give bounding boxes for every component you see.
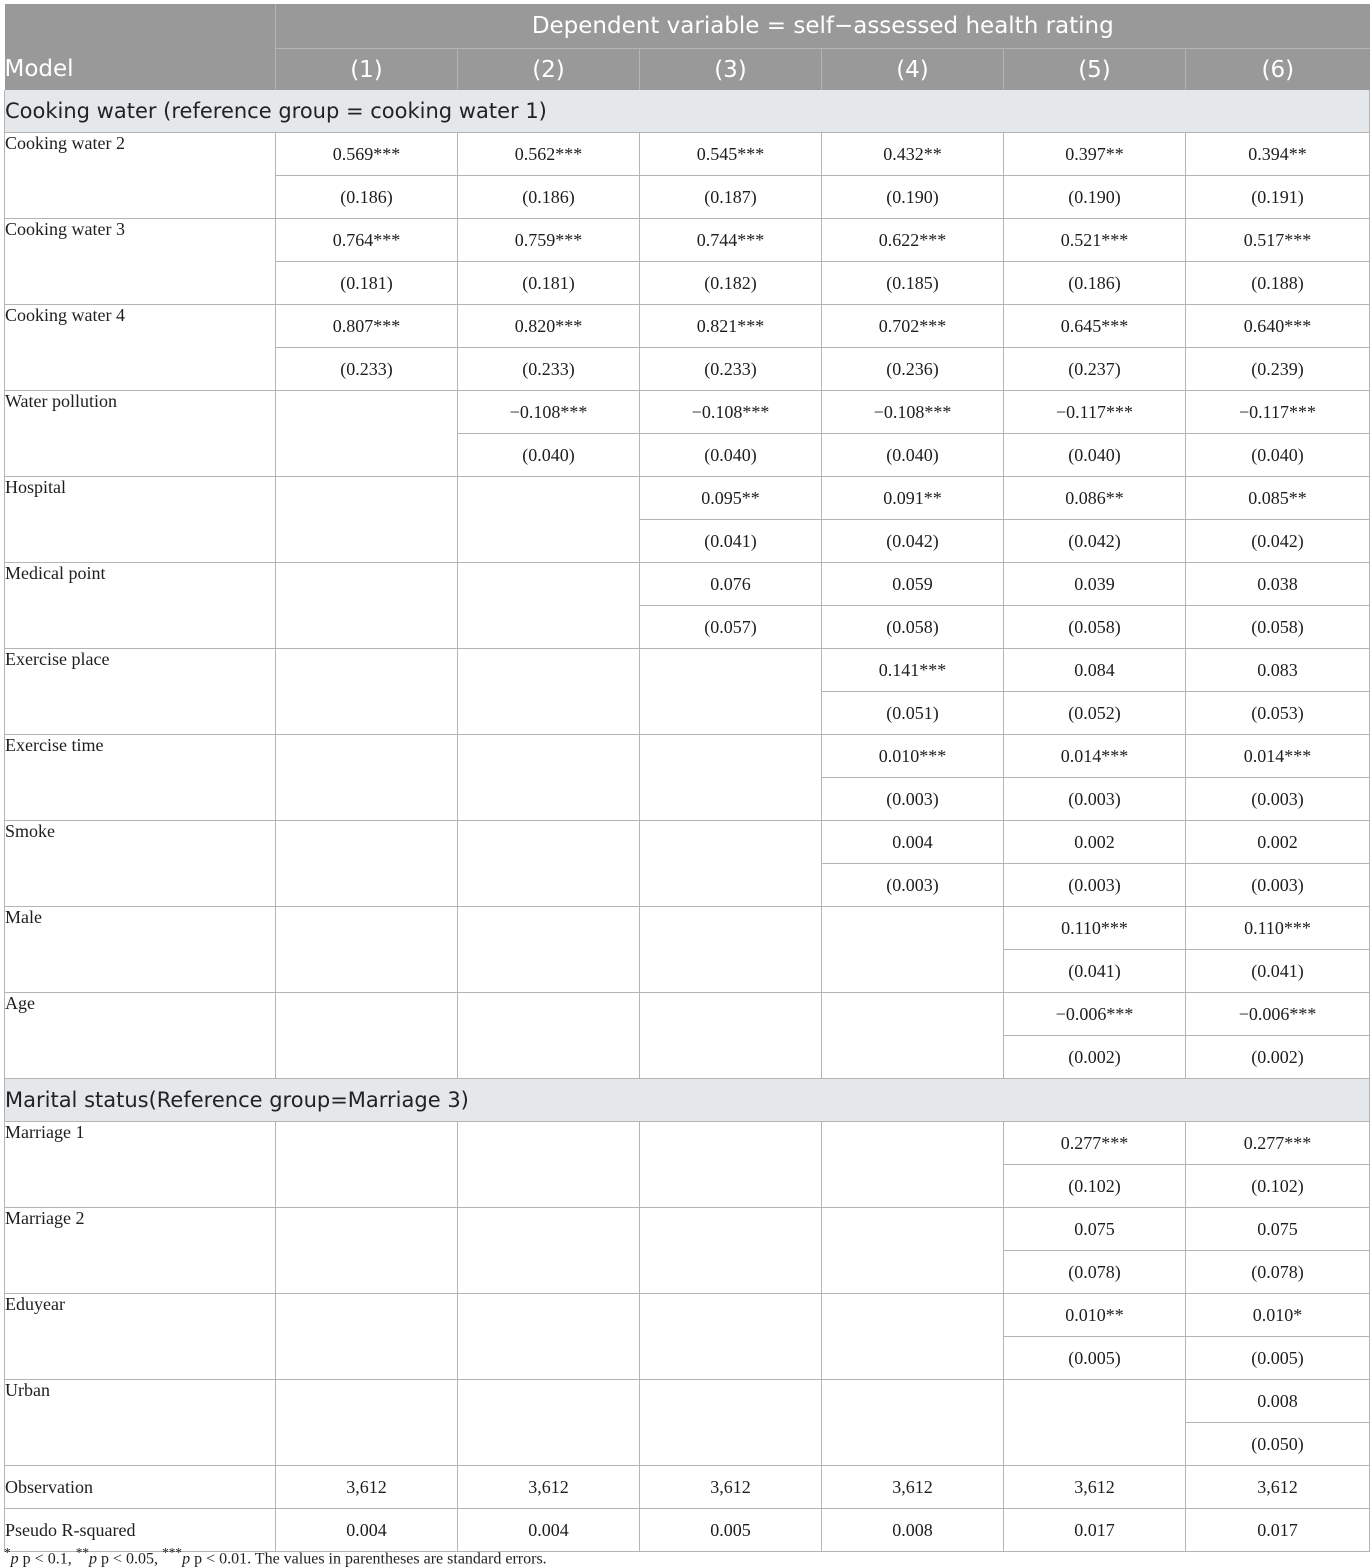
empty-cell [276, 993, 458, 1079]
table-row [5, 1122, 1370, 1165]
std-error-cell: (0.233) [276, 348, 458, 391]
coefficient-cell: 0.397** [1004, 133, 1186, 176]
std-error-cell: (0.053) [1186, 692, 1370, 735]
empty-cell [822, 907, 1004, 993]
empty-cell [276, 563, 458, 649]
variable-label: Male [5, 907, 276, 993]
std-error-cell: (0.051) [822, 692, 1004, 735]
std-error-cell: (0.058) [822, 606, 1004, 649]
coefficient-cell: 0.039 [1004, 563, 1186, 606]
coefficient-cell: 0.277*** [1004, 1122, 1186, 1165]
coefficient-cell: 0.095** [640, 477, 822, 520]
variable-label: Age [5, 993, 276, 1079]
coefficient-cell: 0.084 [1004, 649, 1186, 692]
std-error-cell: (0.003) [822, 864, 1004, 907]
empty-cell [640, 1122, 822, 1208]
coefficient-cell: 0.807*** [276, 305, 458, 348]
variable-label: Marriage 1 [5, 1122, 276, 1208]
section-title: Marital status(Reference group=Marriage 3) [5, 1079, 1370, 1122]
variable-label: Urban [5, 1380, 276, 1466]
std-error-cell: (0.239) [1186, 348, 1370, 391]
coefficient-cell: 0.010* [1186, 1294, 1370, 1337]
std-error-cell: (0.003) [1004, 778, 1186, 821]
coefficient-cell: 0.702*** [822, 305, 1004, 348]
empty-cell [458, 649, 640, 735]
std-error-cell: (0.186) [276, 176, 458, 219]
empty-cell [822, 1380, 1004, 1466]
std-error-cell: (0.003) [1186, 864, 1370, 907]
coefficient-cell: 0.521*** [1004, 219, 1186, 262]
std-error-cell: (0.003) [822, 778, 1004, 821]
std-error-cell: (0.005) [1004, 1337, 1186, 1380]
empty-cell [276, 907, 458, 993]
std-error-cell: (0.233) [458, 348, 640, 391]
stat-value-cell: 0.017 [1004, 1509, 1186, 1552]
table-row [5, 649, 1370, 692]
table-row [5, 563, 1370, 606]
coefficient-cell: 0.764*** [276, 219, 458, 262]
stat-value-cell: 0.004 [458, 1509, 640, 1552]
empty-cell [458, 993, 640, 1079]
std-error-cell: (0.182) [640, 262, 822, 305]
std-error-cell: (0.042) [1004, 520, 1186, 563]
coefficient-cell: 0.075 [1004, 1208, 1186, 1251]
std-error-cell: (0.237) [1004, 348, 1186, 391]
std-error-cell: (0.050) [1186, 1423, 1370, 1466]
coefficient-cell: 0.083 [1186, 649, 1370, 692]
std-error-cell: (0.191) [1186, 176, 1370, 219]
column-header: (4) [822, 49, 1004, 91]
coefficient-cell: 0.010*** [822, 735, 1004, 778]
table-row [5, 391, 1370, 434]
empty-cell [822, 1208, 1004, 1294]
table-row [5, 1380, 1370, 1423]
coefficient-cell: 0.038 [1186, 563, 1370, 606]
coefficient-cell: 0.076 [640, 563, 822, 606]
table-row [5, 821, 1370, 864]
stat-value-cell: 3,612 [1186, 1466, 1370, 1509]
empty-cell [458, 1208, 640, 1294]
coefficient-cell: 0.110*** [1004, 907, 1186, 950]
std-error-cell: (0.078) [1186, 1251, 1370, 1294]
coefficient-cell: 0.562*** [458, 133, 640, 176]
empty-cell [276, 1122, 458, 1208]
table-row [5, 219, 1370, 262]
footnote-part: p < 0.05, [101, 1550, 163, 1568]
coefficient-cell: −0.006*** [1186, 993, 1370, 1036]
std-error-cell: (0.057) [640, 606, 822, 649]
table-row [5, 477, 1370, 520]
column-header: (5) [1004, 49, 1186, 91]
stat-value-cell: 0.008 [822, 1509, 1004, 1552]
coefficient-cell: 0.569*** [276, 133, 458, 176]
coefficient-cell: 0.110*** [1186, 907, 1370, 950]
coefficient-cell: 0.014*** [1186, 735, 1370, 778]
column-header: (1) [276, 49, 458, 91]
std-error-cell: (0.190) [1004, 176, 1186, 219]
std-error-cell: (0.078) [1004, 1251, 1186, 1294]
variable-label: Hospital [5, 477, 276, 563]
coefficient-cell: 0.622*** [822, 219, 1004, 262]
std-error-cell: (0.181) [276, 262, 458, 305]
coefficient-cell: −0.117*** [1186, 391, 1370, 434]
empty-cell [640, 1294, 822, 1380]
empty-cell [458, 563, 640, 649]
table-row [5, 133, 1370, 176]
empty-cell [640, 1208, 822, 1294]
stat-value-cell: 0.017 [1186, 1509, 1370, 1552]
section-title: Cooking water (reference group = cooking water 1) [5, 90, 1370, 133]
regression-table [4, 4, 1370, 1552]
empty-cell [1004, 1380, 1186, 1466]
column-header: (3) [640, 49, 822, 91]
stat-value-cell: 0.005 [640, 1509, 822, 1552]
empty-cell [640, 1380, 822, 1466]
std-error-cell: (0.052) [1004, 692, 1186, 735]
empty-cell [458, 735, 640, 821]
std-error-cell: (0.058) [1004, 606, 1186, 649]
variable-label: Water pollution [5, 391, 276, 477]
empty-cell [640, 649, 822, 735]
std-error-cell: (0.186) [1004, 262, 1186, 305]
empty-cell [276, 1294, 458, 1380]
std-error-cell: (0.190) [822, 176, 1004, 219]
empty-cell [458, 1122, 640, 1208]
std-error-cell: (0.233) [640, 348, 822, 391]
section-header-row [5, 90, 1370, 133]
coefficient-cell: 0.432** [822, 133, 1004, 176]
std-error-cell: (0.185) [822, 262, 1004, 305]
coefficient-cell: −0.108*** [640, 391, 822, 434]
variable-label: Medical point [5, 563, 276, 649]
std-error-cell: (0.003) [1186, 778, 1370, 821]
coefficient-cell: 0.002 [1186, 821, 1370, 864]
empty-cell [458, 821, 640, 907]
coefficient-cell: 0.010** [1004, 1294, 1186, 1337]
variable-label: Cooking water 2 [5, 133, 276, 219]
variable-label: Smoke [5, 821, 276, 907]
std-error-cell: (0.040) [458, 434, 640, 477]
coefficient-cell: 0.091** [822, 477, 1004, 520]
coefficient-cell: −0.117*** [1004, 391, 1186, 434]
variable-label: Exercise time [5, 735, 276, 821]
empty-cell [640, 907, 822, 993]
header-blank [5, 4, 276, 49]
column-header: (6) [1186, 49, 1370, 91]
std-error-cell: (0.040) [822, 434, 1004, 477]
column-header: (2) [458, 49, 640, 91]
table-row [5, 907, 1370, 950]
std-error-cell: (0.041) [1004, 950, 1186, 993]
std-error-cell: (0.005) [1186, 1337, 1370, 1380]
variable-label: Exercise place [5, 649, 276, 735]
variable-label: Marriage 2 [5, 1208, 276, 1294]
empty-cell [276, 735, 458, 821]
stat-row [5, 1466, 1370, 1509]
coefficient-cell: 0.545*** [640, 133, 822, 176]
empty-cell [458, 907, 640, 993]
coefficient-cell: 0.004 [822, 821, 1004, 864]
footnote-part: p < 0.1, [22, 1550, 76, 1568]
std-error-cell: (0.002) [1186, 1036, 1370, 1079]
coefficient-cell: −0.108*** [458, 391, 640, 434]
coefficient-cell: 0.086** [1004, 477, 1186, 520]
table-row [5, 735, 1370, 778]
std-error-cell: (0.041) [640, 520, 822, 563]
dependent-variable-title: Dependent variable = self−assessed health rating [276, 4, 1370, 49]
stat-value-cell: 0.004 [276, 1509, 458, 1552]
coefficient-cell: 0.141*** [822, 649, 1004, 692]
stat-value-cell: 3,612 [276, 1466, 458, 1509]
footnote-part: p < 0.01. The values in parentheses are standard errors. [194, 1550, 547, 1568]
table-row [5, 305, 1370, 348]
empty-cell [458, 477, 640, 563]
empty-cell [640, 735, 822, 821]
std-error-cell: (0.042) [822, 520, 1004, 563]
empty-cell [276, 477, 458, 563]
empty-cell [276, 821, 458, 907]
empty-cell [822, 1294, 1004, 1380]
std-error-cell: (0.040) [1186, 434, 1370, 477]
coefficient-cell: 0.085** [1186, 477, 1370, 520]
table-footnote: *p p < 0.1, **p p < 0.05, ***p p < 0.01. The values in parentheses are standard errors. [4, 1545, 547, 1568]
std-error-cell: (0.058) [1186, 606, 1370, 649]
empty-cell [640, 993, 822, 1079]
variable-label: Eduyear [5, 1294, 276, 1380]
empty-cell [276, 1208, 458, 1294]
coefficient-cell: −0.108*** [822, 391, 1004, 434]
coefficient-cell: 0.075 [1186, 1208, 1370, 1251]
std-error-cell: (0.040) [640, 434, 822, 477]
section-header-row [5, 1079, 1370, 1122]
column-header-row [5, 49, 1370, 91]
variable-label: Cooking water 3 [5, 219, 276, 305]
coefficient-cell: 0.821*** [640, 305, 822, 348]
stat-label: Observation [5, 1466, 276, 1509]
coefficient-cell: 0.014*** [1004, 735, 1186, 778]
coefficient-cell: 0.002 [1004, 821, 1186, 864]
stat-value-cell: 3,612 [1004, 1466, 1186, 1509]
std-error-cell: (0.236) [822, 348, 1004, 391]
coefficient-cell: 0.744*** [640, 219, 822, 262]
coefficient-cell: 0.820*** [458, 305, 640, 348]
variable-label: Cooking water 4 [5, 305, 276, 391]
table-row [5, 1208, 1370, 1251]
empty-cell [458, 1380, 640, 1466]
empty-cell [276, 649, 458, 735]
coefficient-cell: 0.277*** [1186, 1122, 1370, 1165]
table-row [5, 993, 1370, 1036]
coefficient-cell: 0.059 [822, 563, 1004, 606]
std-error-cell: (0.188) [1186, 262, 1370, 305]
coefficient-cell: 0.645*** [1004, 305, 1186, 348]
std-error-cell: (0.181) [458, 262, 640, 305]
coefficient-cell: 0.759*** [458, 219, 640, 262]
empty-cell [276, 1380, 458, 1466]
std-error-cell: (0.041) [1186, 950, 1370, 993]
std-error-cell: (0.102) [1186, 1165, 1370, 1208]
std-error-cell: (0.187) [640, 176, 822, 219]
empty-cell [822, 993, 1004, 1079]
stat-label: Pseudo R-squared [5, 1509, 276, 1552]
std-error-cell: (0.102) [1004, 1165, 1186, 1208]
empty-cell [822, 1122, 1004, 1208]
coefficient-cell: 0.517*** [1186, 219, 1370, 262]
stat-value-cell: 3,612 [458, 1466, 640, 1509]
table-row [5, 1294, 1370, 1337]
stat-value-cell: 3,612 [822, 1466, 1004, 1509]
model-header: Model [5, 49, 276, 91]
std-error-cell: (0.186) [458, 176, 640, 219]
std-error-cell: (0.042) [1186, 520, 1370, 563]
empty-cell [458, 1294, 640, 1380]
empty-cell [640, 821, 822, 907]
coefficient-cell: 0.394** [1186, 133, 1370, 176]
coefficient-cell: −0.006*** [1004, 993, 1186, 1036]
coefficient-cell: 0.008 [1186, 1380, 1370, 1423]
coefficient-cell: 0.640*** [1186, 305, 1370, 348]
stat-value-cell: 3,612 [640, 1466, 822, 1509]
std-error-cell: (0.003) [1004, 864, 1186, 907]
empty-cell [276, 391, 458, 477]
std-error-cell: (0.002) [1004, 1036, 1186, 1079]
std-error-cell: (0.040) [1004, 434, 1186, 477]
